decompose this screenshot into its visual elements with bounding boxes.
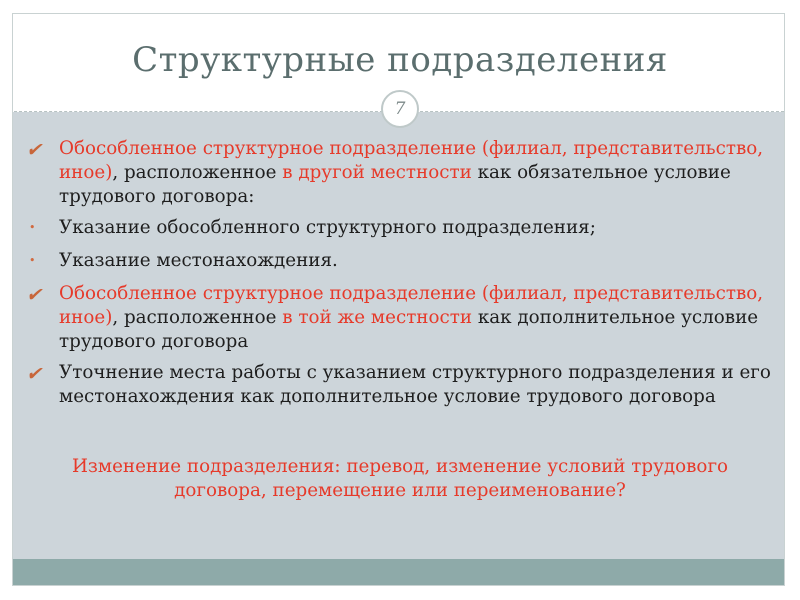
list-item (22, 361, 772, 409)
bullet-dot-icon: • (29, 254, 36, 267)
item-text: Указание местонахождения. (59, 250, 338, 271)
item-red-text: Обособленное структурное подразделение (филиал, представительство, иное) (59, 283, 764, 328)
bullet-list (22, 137, 772, 416)
page-number-badge: 7 (381, 90, 419, 128)
slide-title: Структурные подразделения (132, 40, 668, 80)
checkmark-icon: ✔ (26, 284, 42, 306)
list-item (22, 137, 772, 209)
list-item (22, 282, 772, 354)
bottom-bar (13, 559, 784, 585)
item-red-text: в другой местности (282, 162, 472, 183)
item-text: как дополнительное условие трудового договора (59, 307, 759, 352)
checkmark-icon: ✔ (26, 139, 42, 161)
item-text: как обязательное условие трудового договора: (59, 162, 731, 207)
item-text: , расположенное (112, 307, 283, 328)
item-red-text: Обособленное структурное подразделение (филиал, представительство, иное) (59, 138, 764, 183)
closing-question: Изменение подразделения: перевод, изменение условий трудового договора, перемещение или переименование? (71, 456, 729, 501)
item-text: , расположенное (112, 162, 283, 183)
bullet-dot-icon: • (29, 221, 36, 234)
item-red-text: в той же местности (282, 307, 473, 328)
item-text: Уточнение места работы с указанием структурного подразделения и его местонахождения как дополнительное условие трудового договора (59, 362, 771, 407)
checkmark-icon: ✔ (26, 363, 42, 385)
list-item (22, 249, 772, 273)
item-text: Указание обособленного структурного подразделения; (59, 217, 596, 238)
list-item (22, 216, 772, 240)
